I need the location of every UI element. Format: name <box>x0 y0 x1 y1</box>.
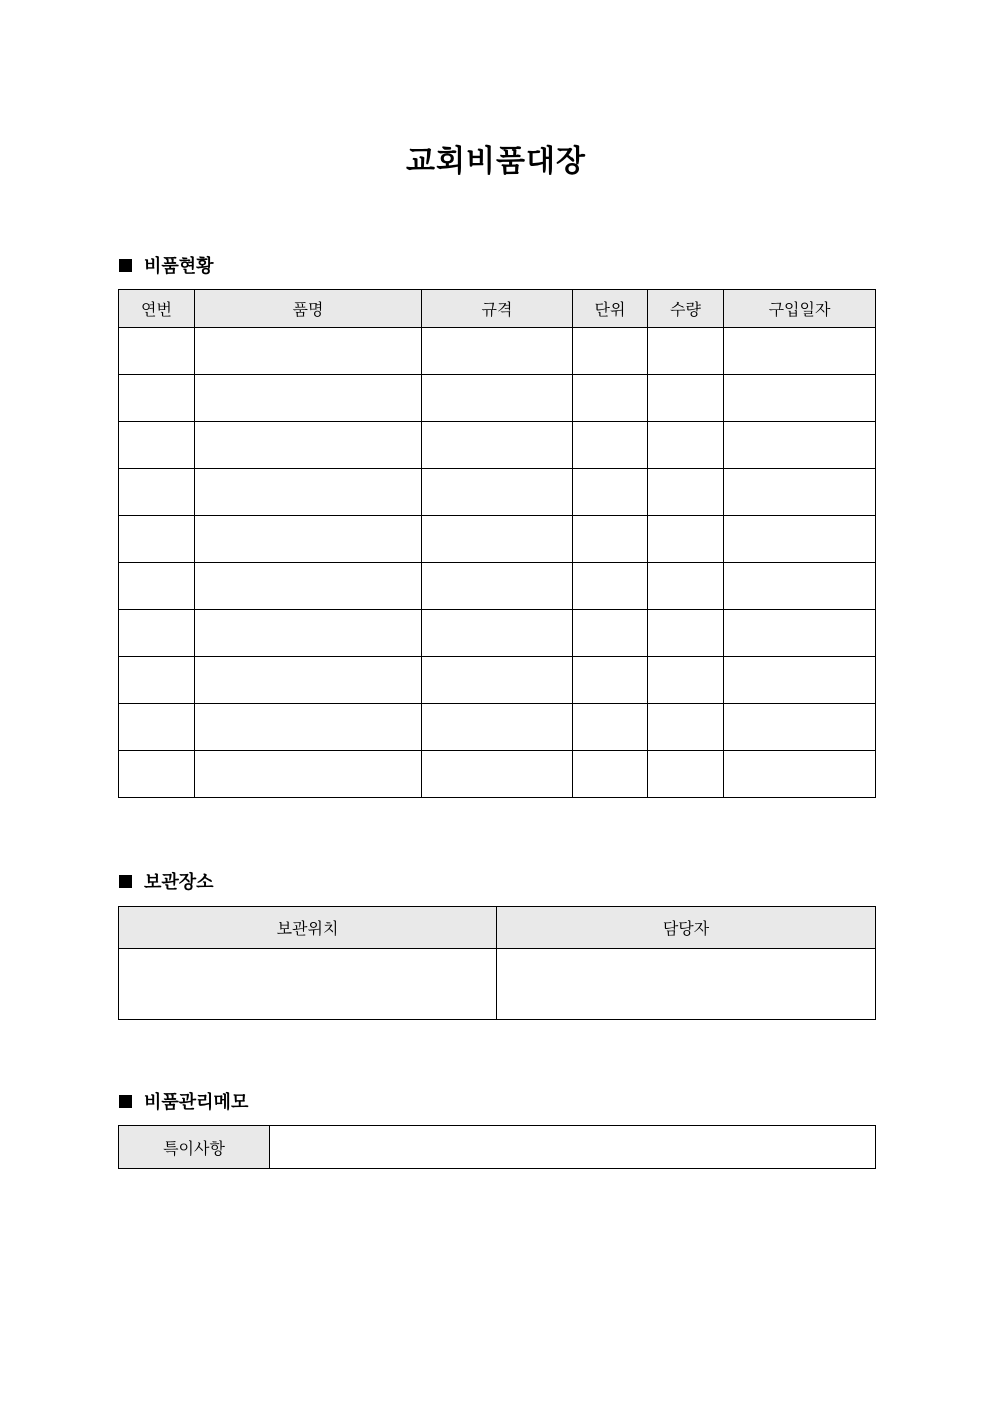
quantity-cell[interactable] <box>648 516 724 563</box>
unit-cell[interactable] <box>573 328 648 375</box>
number-cell[interactable] <box>119 657 195 704</box>
item-name-cell[interactable] <box>195 375 422 422</box>
inventory-body <box>119 328 876 798</box>
purchase-date-cell[interactable] <box>724 563 876 610</box>
storage-header-row <box>119 907 876 949</box>
purchase-date-cell[interactable] <box>724 328 876 375</box>
table-row <box>119 375 876 422</box>
quantity-cell[interactable] <box>648 422 724 469</box>
memo-section-heading <box>119 1089 248 1113</box>
quantity-cell[interactable] <box>648 469 724 516</box>
inventory-section-heading <box>119 253 214 277</box>
table-row <box>119 328 876 375</box>
table-row <box>119 657 876 704</box>
table-row <box>119 563 876 610</box>
memo-heading-label: 비품관리메모 <box>144 1092 249 1113</box>
number-cell[interactable] <box>119 422 195 469</box>
quantity-cell[interactable] <box>648 657 724 704</box>
unit-cell[interactable] <box>573 422 648 469</box>
number-cell[interactable] <box>119 563 195 610</box>
spec-cell[interactable] <box>422 610 573 657</box>
col-header-item-name: 품명 <box>195 290 422 328</box>
purchase-date-cell[interactable] <box>724 422 876 469</box>
col-header-purchase-date: 구입일자 <box>724 290 876 328</box>
col-header-number: 연번 <box>119 290 195 328</box>
number-cell[interactable] <box>119 610 195 657</box>
table-row <box>119 751 876 798</box>
spec-cell[interactable] <box>422 657 573 704</box>
number-cell[interactable] <box>119 751 195 798</box>
number-cell[interactable] <box>119 328 195 375</box>
quantity-cell[interactable] <box>648 328 724 375</box>
item-name-cell[interactable] <box>195 516 422 563</box>
number-cell[interactable] <box>119 516 195 563</box>
spec-cell[interactable] <box>422 422 573 469</box>
item-name-cell[interactable] <box>195 563 422 610</box>
col-header-storage-location: 보관위치 <box>119 907 497 949</box>
spec-cell[interactable] <box>422 751 573 798</box>
square-bullet-icon <box>119 1095 132 1108</box>
unit-cell[interactable] <box>573 610 648 657</box>
spec-cell[interactable] <box>422 328 573 375</box>
unit-cell[interactable] <box>573 563 648 610</box>
purchase-date-cell[interactable] <box>724 516 876 563</box>
unit-cell[interactable] <box>573 469 648 516</box>
table-row <box>119 704 876 751</box>
spec-cell[interactable] <box>422 563 573 610</box>
unit-cell[interactable] <box>573 375 648 422</box>
purchase-date-cell[interactable] <box>724 469 876 516</box>
quantity-cell[interactable] <box>648 704 724 751</box>
unit-cell[interactable] <box>573 704 648 751</box>
unit-cell[interactable] <box>573 751 648 798</box>
storage-row <box>119 949 876 1020</box>
table-row <box>119 422 876 469</box>
inventory-table <box>118 289 876 798</box>
spec-cell[interactable] <box>422 516 573 563</box>
purchase-date-cell[interactable] <box>724 375 876 422</box>
spec-cell[interactable] <box>422 469 573 516</box>
item-name-cell[interactable] <box>195 657 422 704</box>
quantity-cell[interactable] <box>648 563 724 610</box>
number-cell[interactable] <box>119 375 195 422</box>
unit-cell[interactable] <box>573 657 648 704</box>
table-row <box>119 469 876 516</box>
purchase-date-cell[interactable] <box>724 704 876 751</box>
item-name-cell[interactable] <box>195 610 422 657</box>
memo-label-cell: 특이사항 <box>119 1126 270 1169</box>
spec-cell[interactable] <box>422 704 573 751</box>
storage-section-heading <box>119 869 214 893</box>
col-header-manager: 담당자 <box>497 907 876 949</box>
storage-table <box>118 906 876 1020</box>
table-row <box>119 516 876 563</box>
item-name-cell[interactable] <box>195 328 422 375</box>
inventory-header-row <box>119 290 876 328</box>
manager-cell[interactable] <box>497 949 876 1020</box>
table-row <box>119 610 876 657</box>
page-title: 교회비품대장 <box>406 144 586 179</box>
purchase-date-cell[interactable] <box>724 657 876 704</box>
col-header-spec: 규격 <box>422 290 573 328</box>
spec-cell[interactable] <box>422 375 573 422</box>
item-name-cell[interactable] <box>195 751 422 798</box>
inventory-heading-label: 비품현황 <box>144 256 214 277</box>
memo-table <box>118 1125 876 1169</box>
quantity-cell[interactable] <box>648 610 724 657</box>
storage-location-cell[interactable] <box>119 949 497 1020</box>
number-cell[interactable] <box>119 704 195 751</box>
memo-row <box>119 1126 876 1169</box>
memo-value-cell[interactable] <box>270 1126 876 1169</box>
item-name-cell[interactable] <box>195 704 422 751</box>
item-name-cell[interactable] <box>195 469 422 516</box>
quantity-cell[interactable] <box>648 375 724 422</box>
unit-cell[interactable] <box>573 516 648 563</box>
quantity-cell[interactable] <box>648 751 724 798</box>
col-header-unit: 단위 <box>573 290 648 328</box>
storage-heading-label: 보관장소 <box>144 872 214 893</box>
item-name-cell[interactable] <box>195 422 422 469</box>
purchase-date-cell[interactable] <box>724 610 876 657</box>
number-cell[interactable] <box>119 469 195 516</box>
purchase-date-cell[interactable] <box>724 751 876 798</box>
col-header-quantity: 수량 <box>648 290 724 328</box>
square-bullet-icon <box>119 875 132 888</box>
square-bullet-icon <box>119 259 132 272</box>
